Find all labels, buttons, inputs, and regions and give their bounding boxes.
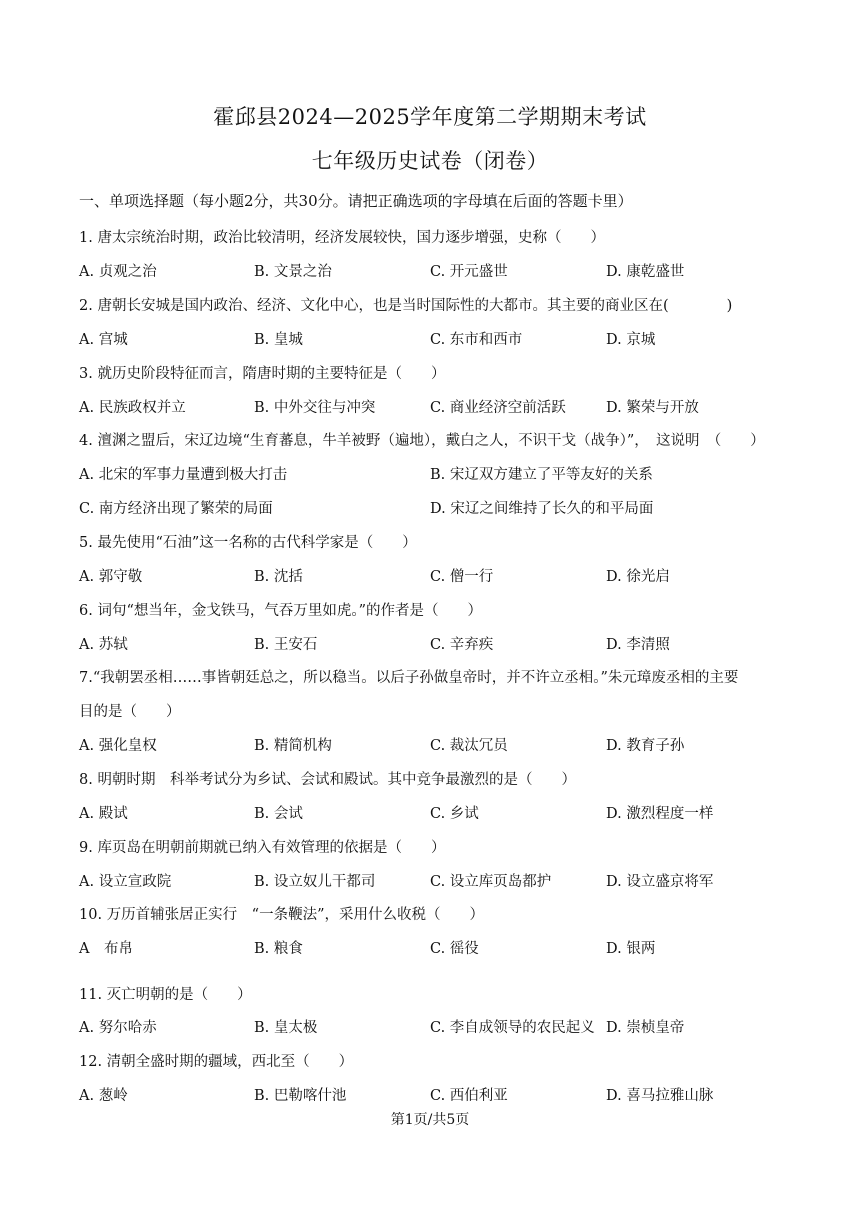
option-a: A. 宫城 [79, 332, 128, 348]
option-b: B. 精简机构 [254, 738, 332, 754]
option-c: C. 裁汰冗员 [430, 738, 508, 754]
option-a: A. 葱岭 [79, 1088, 128, 1104]
option-a: A. 北宋的军事力量遭到极大打击 [79, 467, 288, 483]
question-stem: 12. 清朝全盛时期的疆域，西北至（ ） [79, 1054, 354, 1070]
option-c: C. 徭役 [430, 941, 479, 957]
option-d: D. 京城 [606, 332, 656, 348]
option-d: D. 设立盛京将军 [606, 874, 714, 890]
option-c: C. 乡试 [430, 806, 479, 822]
option-b: B. 会试 [254, 806, 303, 822]
option-d: D. 崇桢皇帝 [606, 1020, 685, 1036]
option-a: A. 设立宣政院 [79, 874, 172, 890]
question-stem: 10. 万历首辅张居正实行 “一条鞭法”，采用什么收税（ ） [79, 907, 484, 923]
question-stem: 3. 就历史阶段特征而言，隋唐时期的主要特征是（ ） [79, 366, 446, 382]
question-stem: 6. 词句“想当年，金戈铁马，气吞万里如虎。”的作者是（ ） [79, 603, 483, 619]
option-b: B. 沈括 [254, 569, 303, 585]
option-b: B. 宋辽双方建立了平等友好的关系 [430, 467, 653, 483]
option-a: A 布帛 [79, 941, 133, 957]
option-c: C. 商业经济空前活跃 [430, 400, 566, 416]
option-a: A. 民族政权并立 [79, 400, 186, 416]
option-d: D. 喜马拉雅山脉 [606, 1088, 714, 1104]
option-d: D. 李清照 [606, 637, 670, 653]
option-d: D. 教育子孙 [606, 738, 685, 754]
option-c: C. 辛弃疾 [430, 637, 494, 653]
option-c: C. 僧一行 [430, 569, 494, 585]
option-b: B. 皇城 [254, 332, 303, 348]
option-a: A. 郭守敬 [79, 569, 143, 585]
exam-subtitle: 七年级历史试卷（闭卷） [311, 149, 549, 173]
option-c: C. 开元盛世 [430, 264, 508, 280]
option-a: A. 努尔哈赤 [79, 1020, 157, 1036]
option-c: C. 设立库页岛都护 [430, 874, 552, 890]
question-stem: 2. 唐朝长安城是国内政治、经济、文化中心，也是当时国际性的大都市。其主要的商业区在( ) [79, 298, 733, 314]
option-b: B. 王安石 [254, 637, 318, 653]
option-a: A. 苏轼 [79, 637, 128, 653]
option-d: D. 繁荣与开放 [606, 400, 699, 416]
option-b: B. 皇太极 [254, 1020, 318, 1036]
option-b: B. 粮食 [254, 941, 303, 957]
option-b: B. 文景之治 [254, 264, 332, 280]
question-stem-continued: 目的是（ ） [79, 704, 181, 720]
option-d: D. 徐光启 [606, 569, 670, 585]
question-stem: 8. 明朝时期 科举考试分为乡试、会试和殿试。其中竞争最激烈的是（ ） [79, 772, 576, 788]
question-stem: 7.“我朝罢丞相……事皆朝廷总之，所以稳当。以后子孙做皇帝时，并不许立丞相。”朱元璋废丞相的主要 [79, 670, 739, 686]
exam-title: 霍邱县2024—2025学年度第二学期期末考试 [213, 105, 647, 129]
section-heading: 一、单项选择题（每小题2分，共30分。请把正确选项的字母填在后面的答题卡里） [79, 192, 633, 210]
option-c: C. 李自成领导的农民起义 [430, 1020, 595, 1036]
option-d: D. 宋辽之间维持了长久的和平局面 [430, 501, 654, 517]
option-a: A. 贞观之治 [79, 264, 157, 280]
option-a: A. 殿试 [79, 806, 128, 822]
question-stem: 1. 唐太宗统治时期，政治比较清明，经济发展较快，国力逐步增强，史称（ ） [79, 230, 605, 246]
option-c: C. 南方经济出现了繁荣的局面 [79, 501, 273, 517]
question-stem: 5. 最先使用“石油”这一名称的古代科学家是（ ） [79, 535, 417, 551]
page-number: 第1页/共5页 [390, 1112, 470, 1128]
question-stem: 9. 库页岛在明朝前期就已纳入有效管理的依据是（ ） [79, 840, 446, 856]
option-c: C. 东市和西市 [430, 332, 523, 348]
question-stem: 11. 灭亡明朝的是（ ） [79, 987, 252, 1003]
option-b: B. 中外交往与冲突 [254, 400, 376, 416]
option-b: B. 设立奴儿干都司 [254, 874, 376, 890]
option-b: B. 巴勒喀什池 [254, 1088, 347, 1104]
question-stem: 4. 澶渊之盟后，宋辽边境“生育蕃息，牛羊被野（遍地），戴白之人，不识干戈（战争）”， 这说明 （ ） [79, 433, 765, 449]
option-d: D. 康乾盛世 [606, 264, 685, 280]
option-c: C. 西伯利亚 [430, 1088, 508, 1104]
option-d: D. 激烈程度一样 [606, 806, 714, 822]
option-a: A. 强化皇权 [79, 738, 157, 754]
option-d: D. 银两 [606, 941, 656, 957]
